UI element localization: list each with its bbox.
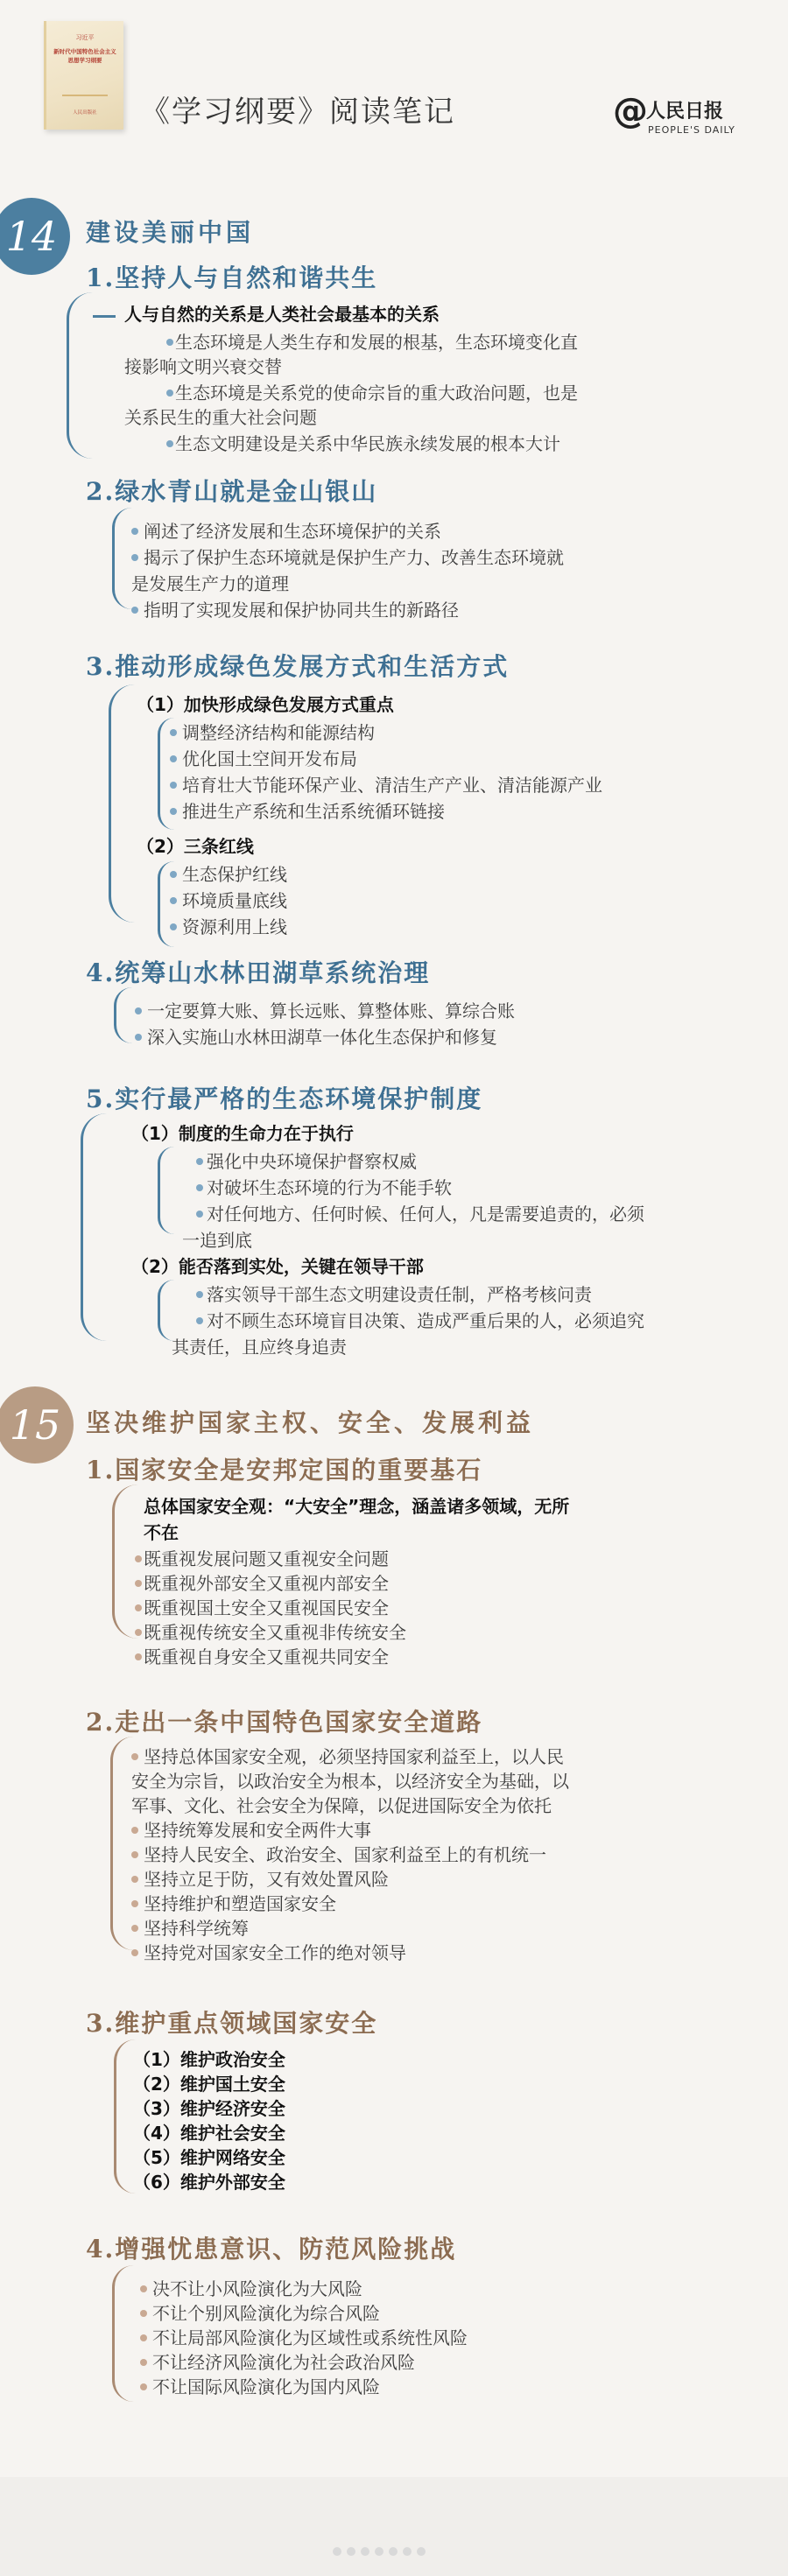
subsection-title: （1）制度的生命力在于执行: [131, 1123, 354, 1144]
bullet-dot: [131, 1827, 138, 1834]
subsection-title: （2）能否落到实处，关键在领导干部: [131, 1256, 424, 1277]
list-item-cont: 接影响文明兴衰交替: [124, 356, 282, 377]
brace-14-3: [109, 684, 137, 923]
subsection-title: （1）加快形成绿色发展方式重点: [137, 694, 394, 715]
brace-sub: [158, 1147, 174, 1234]
bullet-dot: [166, 339, 173, 346]
list-item: 决不让小风险演化为大风险: [152, 2278, 362, 2299]
page-dot: [361, 2547, 369, 2556]
list-item: 强化中央环境保护督察权威: [207, 1151, 417, 1172]
bullet-dot: [196, 1211, 203, 1218]
bullet-dot: [135, 1629, 142, 1636]
bullet-dot: [131, 1876, 138, 1883]
bullet-dot: [170, 808, 177, 815]
list-item: 对破坏生态环境的行为不能手软: [207, 1177, 452, 1198]
list-item: 生态环境是人类生存和发展的根基，生态环境变化直: [175, 332, 578, 353]
section-14-1-lead: 人与自然的关系是人类社会最基本的关系: [124, 304, 440, 325]
book-divider: [62, 95, 108, 96]
list-item: 生态环境是关系党的使命宗旨的重大政治问题，也是: [175, 383, 578, 404]
page-title: 《学习纲要》阅读笔记: [140, 95, 455, 130]
list-item: 揭示了保护生态环境就是保护生产力、改善生态环境就: [144, 547, 564, 568]
list-item-cont: 一追到底: [182, 1230, 252, 1251]
bullet-dot: [135, 1604, 142, 1611]
list-item: （5）维护网络安全: [133, 2147, 285, 2168]
section-15-1-title: 1.国家安全是安邦定国的重要基石: [86, 1456, 483, 1485]
brace-14-5: [81, 1113, 115, 1341]
chapter-14-badge: 14: [0, 198, 70, 275]
list-item: 生态文明建设是关系中华民族永续发展的根本大计: [175, 433, 560, 454]
bullet-dot: [135, 1034, 142, 1041]
brace-14-4: [114, 987, 132, 1043]
list-item: 资源利用上线: [182, 916, 287, 937]
list-item: 坚持人民安全、政治安全、国家利益至上的有机统一: [144, 1844, 546, 1865]
list-item-cont: 其责任，且应终身追责: [172, 1337, 347, 1358]
list-item: （6）维护外部安全: [133, 2172, 285, 2193]
bullet-dot: [170, 782, 177, 789]
bullet-dot: [166, 390, 173, 397]
brace-sub: [158, 1280, 174, 1341]
bullet-dot: [170, 897, 177, 904]
page-dot: [347, 2547, 355, 2556]
book-cover-image: [44, 21, 123, 130]
section-15-4-title: 4.增强忧患意识、防范风险挑战: [86, 2235, 457, 2264]
section-14-3-title: 3.推动形成绿色发展方式和生活方式: [86, 652, 510, 681]
list-item: 一定要算大账、算长远账、算整体账、算综合账: [147, 1000, 515, 1021]
bullet-dot: [135, 1653, 142, 1660]
list-item: （3）维护经济安全: [133, 2098, 285, 2119]
page-dot: [375, 2547, 383, 2556]
section-14-4-title: 4.统筹山水林田湖草系统治理: [86, 958, 431, 987]
section-14-2-title: 2.绿水青山就是金山银山: [86, 477, 378, 506]
list-item: 既重视自身安全又重视共同安全: [144, 1646, 389, 1667]
list-item: （1）维护政治安全: [133, 2049, 285, 2070]
footer-area: [0, 2477, 788, 2576]
book-publisher: 人民出版社: [73, 110, 97, 116]
list-item: 对不顾生态环境盲目决策、造成严重后果的人，必须追究: [207, 1310, 644, 1331]
bullet-dot: [166, 440, 173, 447]
list-item-cont: 关系民生的重大社会问题: [124, 407, 317, 428]
bullet-dot: [131, 554, 138, 561]
logo-name: 人民日报: [646, 101, 724, 123]
list-item: 既重视外部安全又重视内部安全: [144, 1573, 389, 1594]
bullet-dot: [140, 2285, 147, 2292]
list-item: 不让经济风险演化为社会政治风险: [152, 2352, 415, 2373]
list-item-cont: 安全为宗旨，以政治安全为根本，以经济安全为基础，以: [131, 1771, 569, 1792]
page-dot: [389, 2547, 398, 2556]
logo-at-icon: @: [613, 91, 648, 131]
brace-15-2: [110, 1737, 134, 1950]
bullet-dot: [135, 1580, 142, 1587]
list-item: 不让个别风险演化为综合风险: [152, 2303, 380, 2324]
bullet-dot: [170, 729, 177, 736]
section-15-1-lead: 总体国家安全观：“大安全”理念，涵盖诸多领域，无所: [144, 1496, 570, 1517]
section-15-2-title: 2.走出一条中国特色国家安全道路: [86, 1708, 483, 1737]
bullet-dot: [196, 1317, 203, 1324]
bullet-dot: [135, 1555, 142, 1562]
list-item: 阐述了经济发展和生态环境保护的关系: [144, 521, 441, 542]
page-dot: [333, 2547, 341, 2556]
section-14-5-title: 5.实行最严格的生态环境保护制度: [86, 1084, 483, 1113]
book-author: 习近平: [75, 34, 95, 41]
brace-15-4: [112, 2265, 134, 2402]
bullet-dot: [131, 1925, 138, 1932]
section-15-1-lead-cont: 不在: [144, 1522, 179, 1543]
subsection-title: （2）三条红线: [137, 836, 254, 857]
bullet-dot: [140, 2383, 147, 2390]
header: [0, 0, 788, 175]
bullet-dot: [135, 1007, 142, 1014]
brace-14-2: [112, 508, 132, 609]
logo-english: PEOPLE'S DAILY: [648, 124, 735, 136]
bullet-dot: [131, 1753, 138, 1760]
bullet-dot: [131, 607, 138, 614]
bullet-dot: [196, 1158, 203, 1165]
list-item: 环境质量底线: [182, 890, 287, 911]
list-item: 坚持立足于防，又有效处置风险: [144, 1869, 389, 1890]
list-item: 调整经济结构和能源结构: [182, 722, 375, 743]
section-15-3-title: 3.维护重点领域国家安全: [86, 2009, 378, 2038]
bullet-dot: [170, 755, 177, 762]
bullet-dot: [140, 2310, 147, 2317]
list-item-cont: 军事、文化、社会安全为保障，以促进国际安全为依托: [131, 1795, 552, 1816]
bullet-dot: [196, 1291, 203, 1298]
bullet-dot: [131, 1900, 138, 1907]
list-item: 既重视发展问题又重视安全问题: [144, 1548, 389, 1569]
peoples-daily-logo: [613, 93, 753, 142]
list-item: 坚持统筹发展和安全两件大事: [144, 1820, 371, 1841]
brace-14-1: [67, 292, 95, 459]
chapter-15-title: 坚决维护国家主权、安全、发展利益: [86, 1408, 535, 1437]
list-item: （4）维护社会安全: [133, 2123, 285, 2144]
brace-tick: [93, 315, 116, 318]
bullet-dot: [170, 871, 177, 878]
list-item: 落实领导干部生态文明建设责任制，严格考核问责: [207, 1284, 592, 1305]
bullet-dot: [140, 2334, 147, 2341]
list-item: 既重视传统安全又重视非传统安全: [144, 1622, 406, 1643]
bullet-dot: [131, 1949, 138, 1956]
list-item: 坚持党对国家安全工作的绝对领导: [144, 1942, 406, 1963]
list-item-cont: 是发展生产力的道理: [131, 573, 289, 594]
list-item: 推进生产系统和生活系统循环链接: [182, 801, 445, 822]
section-14-1-title: 1.坚持人与自然和谐共生: [86, 263, 378, 292]
list-item: 不让局部风险演化为区域性或系统性风险: [152, 2327, 468, 2348]
list-item: 生态保护红线: [182, 864, 287, 885]
list-item: 既重视国土安全又重视国民安全: [144, 1597, 389, 1618]
list-item: （2）维护国土安全: [133, 2074, 285, 2095]
bullet-dot: [131, 528, 138, 535]
page-dot: [417, 2547, 426, 2556]
list-item: 优化国土空间开发布局: [182, 748, 357, 769]
chapter-14-title: 建设美丽中国: [86, 218, 255, 247]
list-item: 坚持总体国家安全观，必须坚持国家利益至上，以人民: [144, 1746, 564, 1767]
list-item: 对任何地方、任何时候、任何人，凡是需要追责的，必须: [207, 1204, 644, 1225]
page-dot: [403, 2547, 412, 2556]
list-item: 培育壮大节能环保产业、清洁生产产业、清洁能源产业: [182, 775, 602, 796]
chapter-15-badge: 15: [0, 1386, 74, 1463]
page-indicator: [333, 2543, 455, 2555]
bullet-dot: [131, 1851, 138, 1858]
list-item: 坚持科学统筹: [144, 1918, 249, 1939]
list-item: 指明了实现发展和保护协同共生的新路径: [144, 600, 459, 621]
book-title: 新时代中国特色社会主义思想学习纲要: [53, 48, 116, 64]
list-item: 深入实施山水林田湖草一体化生态保护和修复: [147, 1027, 497, 1048]
bullet-dot: [196, 1184, 203, 1191]
bullet-dot: [140, 2359, 147, 2366]
list-item: 不让国际风险演化为国内风险: [152, 2376, 380, 2397]
list-item: 坚持维护和塑造国家安全: [144, 1893, 336, 1914]
bullet-dot: [170, 923, 177, 930]
